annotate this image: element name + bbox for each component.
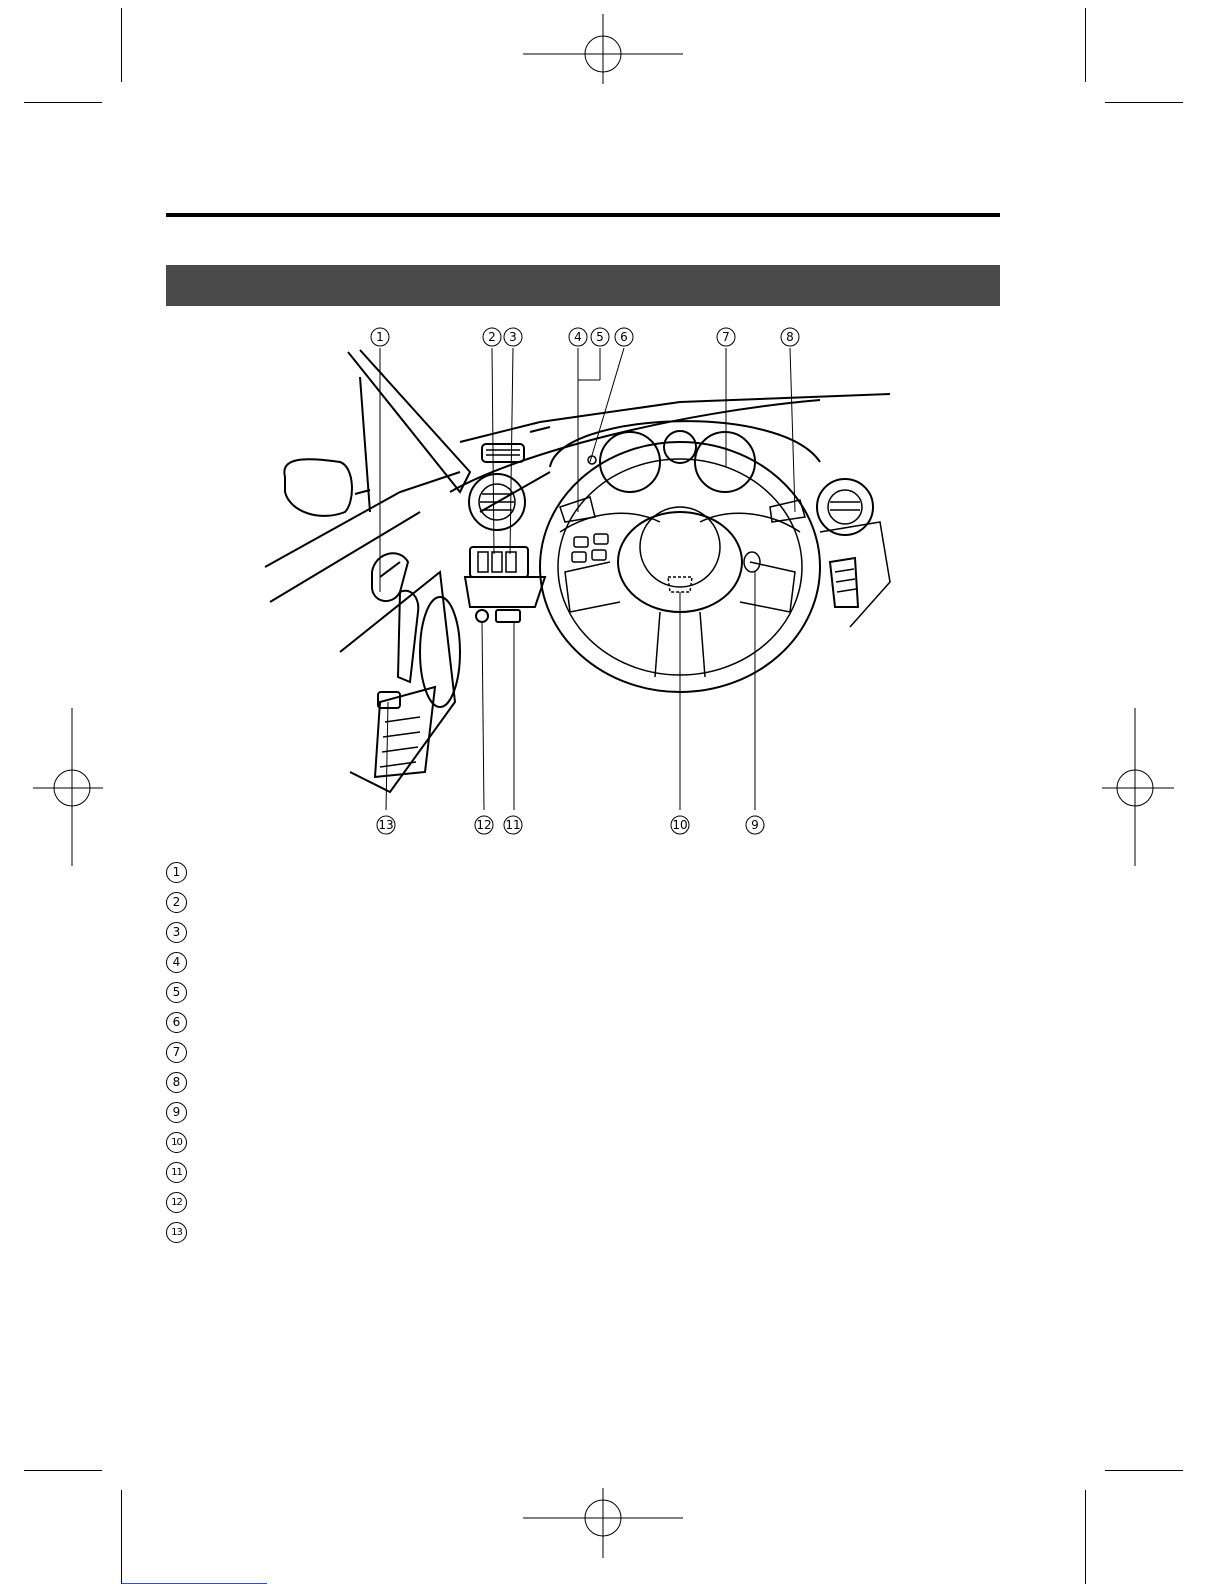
legend-number: 7 xyxy=(166,1042,187,1063)
svg-text:5: 5 xyxy=(596,330,604,344)
callout-13 xyxy=(376,815,396,835)
legend-list xyxy=(166,857,201,1247)
side-mirror xyxy=(284,459,352,516)
crop-mark-tl-h xyxy=(24,102,102,103)
legend-item-8 xyxy=(166,1067,201,1097)
windshield-edge xyxy=(460,394,890,442)
svg-text:4: 4 xyxy=(574,330,582,344)
door-handle xyxy=(372,553,408,601)
legend-number: 10 xyxy=(166,1132,187,1153)
callout-8 xyxy=(780,327,800,347)
svg-text:11: 11 xyxy=(505,818,521,832)
svg-text:2: 2 xyxy=(488,330,496,344)
tilt-lever xyxy=(668,577,692,592)
header-rule xyxy=(166,213,1000,217)
crop-mark-br-v xyxy=(1085,1490,1086,1584)
legend-number: 3 xyxy=(166,922,187,943)
crop-mark-tr-v xyxy=(1085,8,1086,82)
callout-10 xyxy=(670,815,690,835)
legend-number: 2 xyxy=(166,892,187,913)
hood-release xyxy=(496,610,520,622)
legend-number: 12 xyxy=(166,1192,187,1213)
audio-switch-2 xyxy=(594,534,608,544)
audio-switch-1 xyxy=(574,537,588,547)
svg-text:10: 10 xyxy=(672,818,688,832)
callout-2 xyxy=(482,327,502,347)
door-outline xyxy=(265,472,460,567)
legend-item-9 xyxy=(166,1097,201,1127)
callout-7 xyxy=(716,327,736,347)
callout-11 xyxy=(503,815,523,835)
tachometer xyxy=(695,432,755,492)
center-gauge xyxy=(664,431,696,463)
registration-mark-top xyxy=(523,14,683,84)
legend-number: 11 xyxy=(166,1162,187,1183)
callout-5 xyxy=(590,327,610,347)
legend-number: 6 xyxy=(166,1012,187,1033)
registration-mark-bottom xyxy=(523,1488,683,1558)
callout-6 xyxy=(614,327,634,347)
fuel-lid-opener xyxy=(476,610,488,622)
legend-number: 5 xyxy=(166,982,187,1003)
callout-9 xyxy=(745,815,765,835)
callout-1 xyxy=(370,327,390,347)
right-round-vent xyxy=(817,479,873,535)
audio-switch-4 xyxy=(592,550,606,560)
legend-item-11 xyxy=(166,1157,201,1187)
crop-mark-tr-h xyxy=(1105,102,1183,103)
legend-number: 1 xyxy=(166,862,187,883)
legend-item-12 xyxy=(166,1187,201,1217)
svg-text:9: 9 xyxy=(751,818,759,832)
legend-item-1 xyxy=(166,857,201,887)
legend-item-4 xyxy=(166,947,201,977)
svg-text:3: 3 xyxy=(509,330,517,344)
svg-text:1: 1 xyxy=(376,330,384,344)
audio-switch-3 xyxy=(572,552,586,562)
instrument-panel-illustration xyxy=(260,322,900,842)
callout-12 xyxy=(474,815,494,835)
svg-text:8: 8 xyxy=(786,330,794,344)
legend-number: 4 xyxy=(166,952,187,973)
callout-4 xyxy=(568,327,588,347)
registration-mark-right xyxy=(1102,708,1182,866)
legend-item-3 xyxy=(166,917,201,947)
crop-mark-tl-v xyxy=(121,8,122,82)
door-speaker xyxy=(420,597,460,707)
legend-number: 8 xyxy=(166,1072,187,1093)
registration-mark-left xyxy=(33,708,113,866)
horn-pad xyxy=(640,507,720,587)
svg-text:13: 13 xyxy=(378,818,394,832)
legend-number: 13 xyxy=(166,1222,187,1243)
section-title-bar xyxy=(166,265,1000,306)
legend-item-13 xyxy=(166,1217,201,1247)
crop-mark-br-h xyxy=(1105,1470,1183,1471)
legend-number: 9 xyxy=(166,1102,187,1123)
svg-text:7: 7 xyxy=(722,330,730,344)
svg-text:12: 12 xyxy=(476,818,492,832)
callout-3 xyxy=(503,327,523,347)
fuse-lid xyxy=(465,577,545,607)
legend-item-7 xyxy=(166,1037,201,1067)
crop-mark-bl-h xyxy=(24,1470,102,1471)
legend-item-5 xyxy=(166,977,201,1007)
dashboard-top xyxy=(450,400,820,492)
svg-text:6: 6 xyxy=(620,330,628,344)
upper-vent xyxy=(482,444,524,462)
legend-item-2 xyxy=(166,887,201,917)
side-vent xyxy=(830,558,858,607)
legend-item-6 xyxy=(166,1007,201,1037)
crop-mark-bl-v xyxy=(121,1490,122,1584)
legend-item-10 xyxy=(166,1127,201,1157)
